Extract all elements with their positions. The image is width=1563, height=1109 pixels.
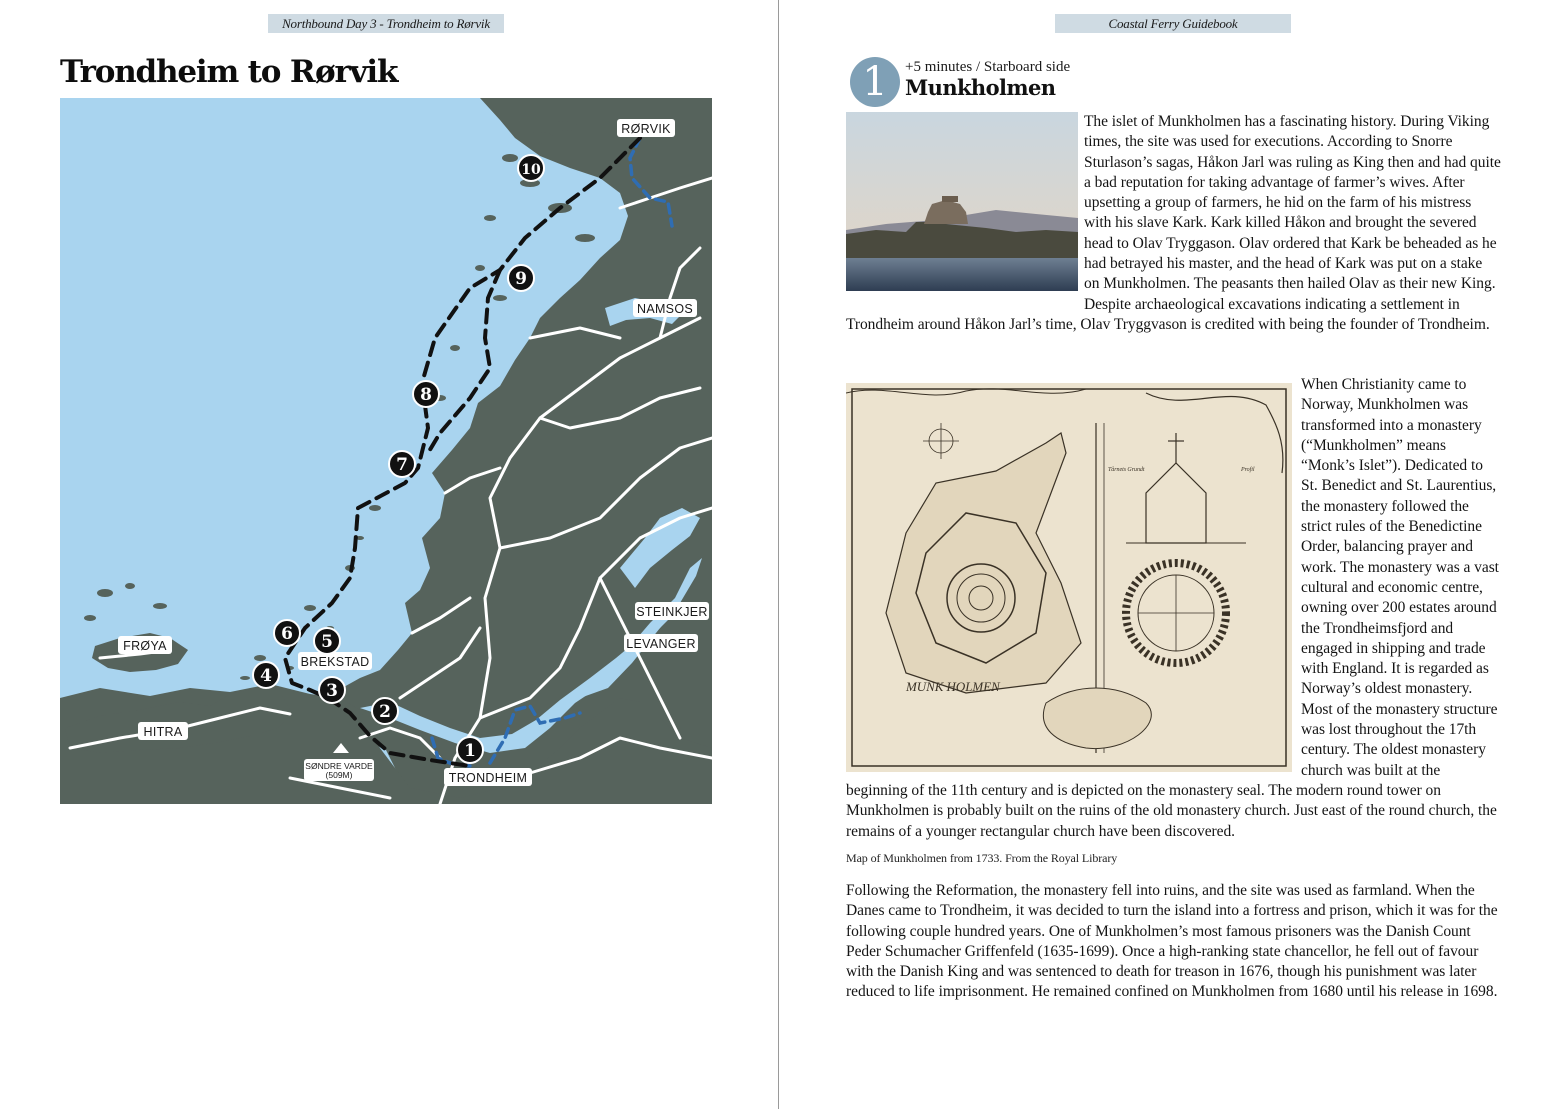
section-subhead: +5 minutes / Starboard side — [905, 59, 1071, 75]
svg-text:8: 8 — [420, 385, 432, 405]
svg-text:HITRA: HITRA — [143, 725, 183, 739]
section-title: Munkholmen — [905, 75, 1056, 100]
stop-marker-5[interactable] — [314, 628, 340, 654]
engraving-caption: Map of Munkholmen from 1733. From the Royal Library — [846, 851, 1118, 865]
city-label-trondheim — [444, 768, 532, 786]
stop-marker-10[interactable] — [518, 155, 544, 181]
svg-text:RØRVIK: RØRVIK — [621, 122, 671, 136]
stop-marker-9[interactable] — [508, 265, 534, 291]
page-title: Trondheim to Rørvik — [60, 54, 398, 90]
svg-text:BREKSTAD: BREKSTAD — [300, 655, 370, 669]
city-label-brekstad — [298, 652, 372, 670]
page-gutter — [778, 0, 779, 1109]
stop-number-badge: 1 — [850, 57, 900, 107]
svg-text:SØNDRE VARDE: SØNDRE VARDE — [305, 761, 373, 771]
svg-text:NAMSOS: NAMSOS — [637, 302, 693, 316]
city-label-levanger — [624, 634, 698, 652]
city-label-steinkjer — [635, 602, 709, 620]
engraving-inscription: MUNK HOLMEN — [906, 679, 1000, 694]
engraving-label-left: Tårnets Grundt — [1108, 467, 1145, 473]
svg-text:7: 7 — [396, 455, 408, 475]
svg-text:3: 3 — [326, 681, 338, 701]
munkholmen-engraving — [846, 383, 1292, 772]
svg-text:LEVANGER: LEVANGER — [626, 637, 696, 651]
city-label-hitra — [138, 722, 188, 740]
paragraph-1-block — [846, 112, 1501, 335]
svg-text:10: 10 — [521, 162, 541, 178]
paragraph-3: Following the Reformation, the monastery fell into ruins, and the site was used as farmland. When the Danes came to Trondheim, it was decided to turn the island into a fortress and prison, which it was for the following couple hundred years. One of Munkholmen’s most famous prisoners was the Danish Count Peder Schumacher Griffenfeld (1635-1699). Once a high-ranking state chancellor, he fell out of favour with the Danish King and was sentenced to death for treason in 1676, though his punishment was later reduced to life imprisonment. He remained confined on Munkholmen from 1680 until his release in 1698. — [846, 882, 1498, 1001]
city-label-namsos — [633, 299, 697, 317]
stop-marker-8[interactable] — [413, 381, 439, 407]
stop-marker-3[interactable] — [319, 677, 345, 703]
stop-marker-4[interactable] — [253, 662, 279, 688]
svg-text:9: 9 — [515, 269, 527, 289]
right-running-header: Coastal Ferry Guidebook — [1055, 14, 1291, 33]
paragraph-2: When Christianity came to Norway, Munkholmen was transformed into a monastery (“Munkholmen” means “Monk’s Islet”). Dedicated to St. Benedict and St. Laurentius, the monastery followed the strict rules of the Benedictine Order, balancing prayer and work. The monastery was a vast cultural and economic centre, owning over 200 estates around the Trondheimsfjord and engaged in shipping and trade with England. It is regarded as Norway’s oldest monastery. Most of the monastery structure was lost throughout the 17th century. The oldest monastery church was built at the beginning of the 11th century and is depicted on the monastery seal. The modern round tower on Munkholmen is probably built on the ruins of the old monastery church. Just east of the round church, the remains of a younger rectangular church have been discovered. — [846, 376, 1499, 840]
svg-text:STEINKJER: STEINKJER — [636, 605, 708, 619]
svg-text:TRONDHEIM: TRONDHEIM — [448, 771, 528, 785]
route-map — [60, 98, 712, 804]
stop-marker-6[interactable] — [274, 620, 300, 646]
svg-text:FRØYA: FRØYA — [123, 639, 167, 653]
svg-text:2: 2 — [379, 702, 391, 722]
svg-text:(509M): (509M) — [325, 770, 353, 780]
paragraph-1: The islet of Munkholmen has a fascinating history. During Viking times, the site was used for executions. According to Snorre Sturlason’s sagas, Håkon Jarl was ruling as King then and had quite a bad reputation for taking advantage of farmer’s wives. After upsetting a group of farmers, he hid on the farm of his mistress with his slave Kark. Kark killed Håkon and brought the severed head to Olav Tryggason. Olav ordered that Kark be beheaded as he had betrayed his master, and the head of Kark was put on a stake on Munkholmen. The peasants then hailed Olav as their new King. Despite archaeological excavations indicating a settlement in Trondheim around Håkon Jarl’s time, Olav Tryggvason is credited with being the founder of Trondheim. — [846, 113, 1501, 333]
engraving-label-right: Profil — [1241, 467, 1255, 473]
paragraph-2-block — [846, 375, 1501, 842]
munkholmen-photo — [846, 112, 1078, 291]
stop-marker-1[interactable] — [457, 737, 483, 763]
stop-marker-2[interactable] — [372, 698, 398, 724]
svg-text:1: 1 — [464, 741, 476, 761]
svg-text:4: 4 — [260, 666, 272, 686]
city-label-froya — [118, 636, 172, 654]
stop-marker-7[interactable] — [389, 451, 415, 477]
left-running-header: Northbound Day 3 - Trondheim to Rørvik — [268, 14, 504, 33]
city-label-rorvik — [617, 119, 675, 137]
paragraph-3-block — [846, 881, 1501, 1003]
svg-text:5: 5 — [321, 632, 333, 652]
svg-text:6: 6 — [281, 624, 293, 644]
